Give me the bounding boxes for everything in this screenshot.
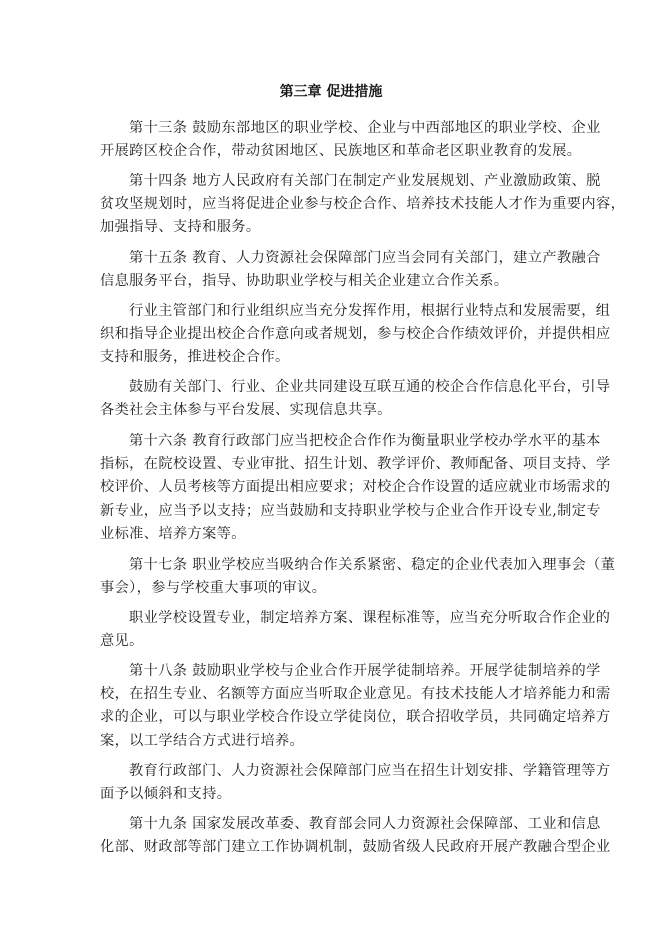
text-line: 第十六条 教育行政部门应当把校企合作作为衡量职业学校办学水平的基本 <box>129 433 601 449</box>
paragraph-article-16 <box>100 430 611 546</box>
text-line: 支持和服务，推进校企合作。 <box>100 349 290 366</box>
text-line: 贫攻坚规划时，应当将促进企业参与校企合作、培养技术技能人才作为重要内容， <box>100 196 626 213</box>
paragraph-article-19 <box>100 813 611 859</box>
text-line: 织和指导企业提出校企合作意向或者规划，参与校企合作绩效评价，并提供相应 <box>100 326 611 343</box>
text-line: 化部、财政部等部门建立工作协调机制，鼓励省级人民政府开展产教融合型企业 <box>100 839 611 856</box>
text-line: 新专业，应当予以支持；应当鼓励和支持职业学校与企业合作开设专业,制定专 <box>100 502 601 519</box>
text-line: 第十五条 教育、人力资源社会保障部门应当会同有关部门，建立产教融合 <box>129 250 601 266</box>
paragraph-article-18 <box>100 660 611 753</box>
text-line: 第十九条 国家发展改革委、教育部会同人力资源社会保障部、工业和信息 <box>129 816 601 832</box>
text-line: 行业主管部门和行业组织应当充分发挥作用，根据行业特点和发展需要，组 <box>129 303 611 319</box>
text-line: 第十四条 地方人民政府有关部门在制定产业发展规划、产业激励政策、脱 <box>129 173 601 189</box>
text-line: 信息服务平台，指导、协助职业学校与相关企业建立合作关系。 <box>100 273 509 290</box>
text-line: 教育行政部门、人力资源社会保障部门应当在招生计划安排、学籍管理等方 <box>129 763 611 779</box>
text-line: 意见。 <box>100 633 144 650</box>
paragraph-article-14 <box>100 170 626 240</box>
text-line: 第十八条 鼓励职业学校与企业合作开展学徒制培养。开展学徒制培养的学 <box>129 663 601 679</box>
text-line: 职业学校设置专业，制定培养方案、课程标准等，应当充分听取合作企业的 <box>129 610 611 626</box>
text-line: 校评价、人员考核等方面提出相应要求；对校企合作设置的适应就业市场需求的 <box>100 479 611 496</box>
paragraph-article-15-industry <box>100 300 611 370</box>
text-line: 鼓励有关部门、行业、企业共同建设互联互通的校企合作信息化平台，引导 <box>129 379 611 395</box>
text-line: 第十七条 职业学校应当吸纳合作关系紧密、稳定的企业代表加入理事会（董 <box>129 557 616 573</box>
text-line: 业标准、培养方案等。 <box>100 525 246 542</box>
chapter-title: 第三章 促进措施 <box>279 84 383 100</box>
paragraph-article-15 <box>100 247 601 293</box>
text-line: 各类社会主体参与平台发展、实现信息共享。 <box>100 402 392 419</box>
text-line: 校，在招生专业、名额等方面应当听取企业意见。有技术技能人才培养能力和需 <box>100 686 611 703</box>
paragraph-article-13 <box>100 117 601 163</box>
text-line: 加强指导、支持和服务。 <box>100 219 261 236</box>
text-line: 指标，在院校设置、专业审批、招生计划、教学评价、教师配备、项目支持、学 <box>100 456 611 473</box>
paragraph-article-17 <box>100 554 616 600</box>
text-line: 开展跨区校企合作，带动贫困地区、民族地区和革命老区职业教育的发展。 <box>100 143 582 160</box>
paragraph-article-17-majors <box>100 607 611 653</box>
paragraph-article-18-support <box>100 760 611 806</box>
text-line: 第十三条 鼓励东部地区的职业学校、企业与中西部地区的职业学校、企业 <box>129 120 601 136</box>
text-line: 求的企业，可以与职业学校合作设立学徒岗位，联合招收学员，共同确定培养方 <box>100 709 611 726</box>
paragraph-article-15-platform <box>100 376 611 422</box>
text-line: 案，以工学结合方式进行培养。 <box>100 732 305 749</box>
text-line: 事会），参与学校重大事项的审议。 <box>100 580 327 597</box>
text-line: 面予以倾斜和支持。 <box>100 786 232 803</box>
